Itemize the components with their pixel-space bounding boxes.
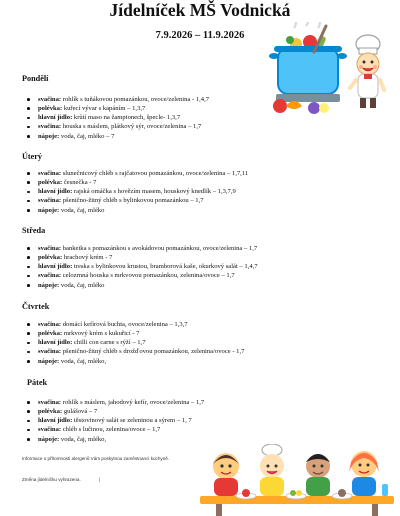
list-item	[24, 416, 324, 425]
list-item	[24, 407, 324, 416]
item-label: polévka:	[38, 254, 63, 262]
item-label: hlavní jídlo:	[38, 417, 73, 425]
date-range: 7.9.2026 – 11.9.2026	[155, 30, 245, 41]
list-item	[24, 132, 324, 141]
item-label: polévka:	[38, 105, 63, 113]
item-label: hlavní jídlo:	[38, 114, 73, 122]
menu-change-note	[22, 477, 100, 483]
list-item	[24, 262, 324, 271]
item-label: svačina:	[38, 399, 62, 406]
item-label: nápoje:	[38, 357, 60, 365]
item-text: mrkvový krém s kukuřicí - 7	[62, 330, 140, 338]
day-list-tuesday	[24, 169, 324, 215]
item-label: nápoje:	[38, 435, 60, 443]
list-item	[24, 435, 324, 444]
list-item	[24, 357, 324, 366]
list-item	[24, 329, 324, 338]
item-text: gulášová – 7	[62, 408, 98, 416]
item-text: pšenično-žitný chléb s drožďovou pomazánkou, zelenina/ovoce - 1,7	[61, 348, 245, 356]
item-text: hrachový krém - 7	[62, 254, 113, 262]
day-heading-friday: Pátek	[27, 378, 48, 387]
item-label: svačina:	[38, 197, 62, 205]
list-item	[24, 425, 324, 434]
item-text: banketka s pomazánkou s avokádovou pomazánkou, ovoce/zelenina – 1,7	[61, 245, 258, 252]
list-item	[24, 178, 324, 187]
cooking-pot-with-chef-illustration	[266, 22, 390, 118]
item-label: svačina:	[38, 245, 62, 252]
item-label: polévka:	[38, 330, 63, 338]
item-text: chilli con carne s rýží – 1,7	[72, 339, 146, 347]
item-text: rajská omáčka s hovězím masem, houskový knedlík – 1,3,7,9	[72, 188, 236, 196]
list-item	[24, 196, 324, 205]
item-label: hlavní jídlo:	[38, 263, 73, 271]
list-item	[24, 271, 324, 280]
day-list-friday	[24, 398, 324, 444]
item-label: svačina:	[38, 96, 62, 103]
item-text: voda, čaj, mléko,	[59, 435, 107, 443]
item-text: kuřecí vývar s kapáním – 1,3,7	[62, 105, 146, 113]
item-text: treska s bylinkovou krustou, bramborová kaše, okurkový salát – 1,4,7	[72, 263, 258, 271]
day-list-thursday	[24, 320, 324, 366]
page-title: Jídelníček MŠ Vodnická	[109, 0, 291, 20]
list-item	[24, 169, 324, 178]
item-text: rohlík s máslem, jahodový kefír, ovoce/zelenina – 1,7	[61, 399, 205, 406]
day-heading-monday: Pondělí	[22, 74, 49, 83]
item-label: nápoje:	[38, 132, 60, 140]
item-label: hlavní jídlo:	[38, 188, 73, 196]
day-list-wednesday	[24, 244, 324, 290]
item-label: svačina:	[38, 348, 62, 356]
list-item	[24, 122, 324, 131]
list-item	[24, 338, 324, 347]
list-item	[24, 281, 324, 290]
item-text: chléb s lučinou, zelenina/ovoce – 1,7	[61, 426, 161, 434]
children-eating-illustration	[196, 444, 398, 516]
item-text: celozrnná houska s mrkvovou pomazánkou, zelenina/ovoce – 1,7	[61, 272, 235, 280]
item-label: nápoje:	[38, 206, 60, 214]
item-label: polévka:	[38, 179, 63, 187]
list-item	[24, 244, 324, 253]
item-label: svačina:	[38, 170, 62, 177]
item-text: česnečka - 7	[62, 179, 97, 187]
item-text: těstovinový salát se zeleninou a sýrem – 1, 7	[72, 417, 192, 425]
day-heading-thursday: Čtvrtek	[22, 302, 50, 311]
list-item	[24, 347, 324, 356]
list-item	[24, 320, 324, 329]
item-text: rohlík s tuňákovou pomazánkou, ovoce/zelenina - 1,4,7	[61, 96, 210, 103]
item-text: krůtí maso na žampionech, špecle- 1,3,7	[72, 114, 181, 122]
item-text: houska s máslem, plátkový sýr, ovoce/zelenina – 1,7	[61, 123, 202, 131]
item-label: hlavní jídlo:	[38, 339, 73, 347]
list-item	[24, 253, 324, 262]
list-item	[24, 206, 324, 215]
item-label: svačina:	[38, 426, 62, 434]
item-label: polévka:	[38, 408, 63, 416]
item-label: svačina:	[38, 272, 62, 280]
item-label: svačina:	[38, 123, 62, 131]
item-text: domácí kefírová buchta, ovoce/zelenina – 1,3,7	[61, 321, 188, 328]
item-label: svačina:	[38, 321, 62, 328]
list-item	[24, 398, 324, 407]
item-text: slunečnicový chléb s rajčatovou pomazánkou, ovoce/zelenina – 1,7,11	[61, 170, 249, 177]
item-text: pšenično-žitný chléb s bylinkovou pomazánkou – 1,7	[61, 197, 204, 205]
item-text: voda, čaj, mléko,	[59, 357, 107, 365]
item-text: voda, čaj, mléko – 7	[59, 132, 115, 140]
item-text: voda, čaj, mléko	[59, 206, 105, 214]
day-heading-tuesday: Úterý	[22, 152, 43, 161]
item-text: voda, čaj, mléko	[59, 281, 105, 289]
text-cursor-mark: |	[98, 477, 100, 482]
day-heading-wednesday: Středa	[22, 226, 46, 235]
menu-change-text: Změna jídelníčku vyhrazena.	[22, 477, 81, 482]
item-label: nápoje:	[38, 281, 60, 289]
list-item	[24, 187, 324, 196]
allergens-note: Informace o přítomnosti alergenů Vám poskytnou zaměstnanci kuchyně.	[22, 456, 170, 461]
